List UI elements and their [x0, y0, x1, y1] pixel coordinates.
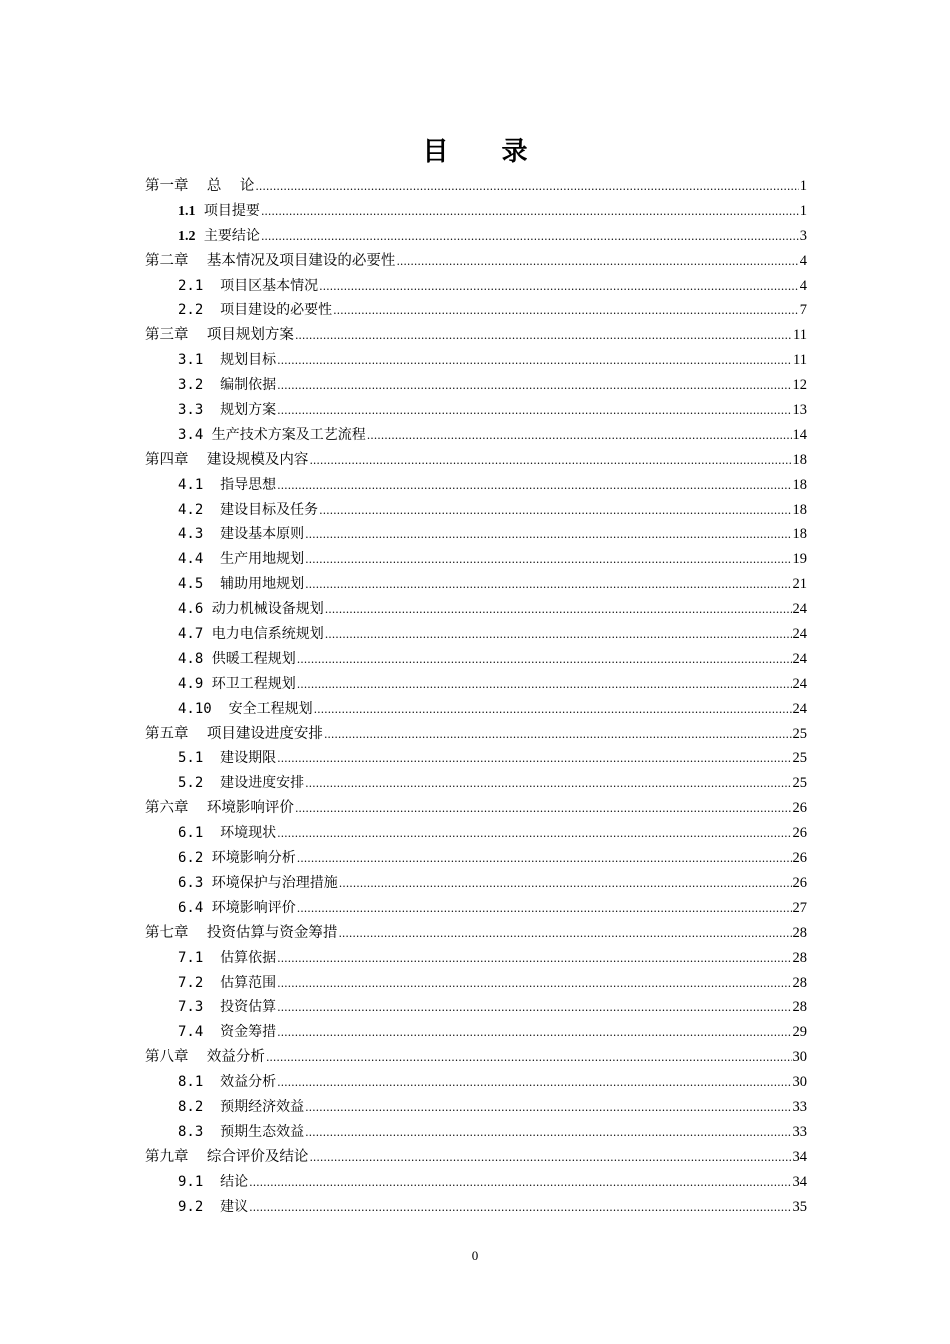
- toc-chapter-entry[interactable]: [145, 796, 807, 821]
- toc-leader-dots: [249, 1196, 791, 1221]
- toc-entry-label: 8.1 效益分析: [178, 1074, 277, 1091]
- toc-entry-label: 6.4 环境影响评价: [178, 899, 296, 916]
- toc-leader-dots: [325, 598, 792, 623]
- toc-section-entry[interactable]: [145, 547, 807, 572]
- toc-chapter-entry[interactable]: [145, 323, 807, 348]
- toc-leader-dots: [277, 822, 791, 847]
- toc-entry-page: 18: [792, 526, 807, 543]
- toc-entry-page: 1: [799, 178, 807, 194]
- toc-leader-dots: [277, 474, 791, 499]
- toc-leader-dots: [325, 623, 792, 648]
- toc-leader-dots: [249, 1171, 791, 1196]
- toc-entry-label: 第五章 项目建设进度安排: [145, 725, 323, 742]
- toc-leader-dots: [309, 1146, 791, 1171]
- toc-section-entry[interactable]: [145, 498, 807, 523]
- toc-leader-dots: [295, 324, 792, 349]
- toc-entry-page: 3: [799, 227, 807, 244]
- toc-leader-dots: [305, 1121, 791, 1146]
- toc-entry-page: 30: [792, 1074, 807, 1091]
- toc-entry-label: 4.7 电力电信系统规划: [178, 626, 324, 643]
- toc-entry-label: 2.2 项目建设的必要性: [178, 302, 333, 319]
- toc-entry-label: 6.1 环境现状: [178, 825, 277, 842]
- toc-entry-label: 4.2 建设目标及任务: [178, 501, 319, 518]
- toc-section-entry[interactable]: [145, 348, 807, 373]
- toc-entry-page: 4: [799, 277, 807, 294]
- toc-entry-page: 33: [792, 1123, 807, 1140]
- toc-entry-label: 第四章 建设规模及内容: [145, 451, 309, 468]
- toc-entry-label: 4.8 供暖工程规划: [178, 650, 296, 667]
- toc-section-entry[interactable]: [145, 971, 807, 996]
- toc-entry-page: 24: [792, 700, 807, 717]
- toc-entry-page: 26: [792, 850, 807, 867]
- toc-chapter-entry[interactable]: [145, 722, 807, 747]
- toc-leader-dots: [309, 449, 791, 474]
- toc-entry-label: 第九章 综合评价及结论: [145, 1148, 309, 1165]
- toc-entry-page: 29: [792, 1024, 807, 1041]
- toc-leader-dots: [297, 897, 792, 922]
- toc-entry-label: 4.3 建设基本原则: [178, 526, 305, 543]
- toc-leader-dots: [297, 847, 792, 872]
- toc-entry-label: 7.4 资金筹措: [178, 1024, 277, 1041]
- toc-leader-dots: [295, 797, 792, 822]
- toc-section-entry[interactable]: [145, 373, 807, 398]
- toc-entry-label: 6.3 环境保护与治理措施: [178, 874, 338, 891]
- toc-section-entry[interactable]: [145, 946, 807, 971]
- toc-leader-dots: [319, 499, 791, 524]
- toc-entry-page: 11: [793, 327, 807, 344]
- toc-leader-dots: [266, 1046, 792, 1071]
- toc-section-entry[interactable]: [145, 224, 807, 249]
- toc-section-entry[interactable]: [145, 1070, 807, 1095]
- toc-entry-page: 14: [792, 426, 807, 443]
- toc-entry-page: 24: [792, 675, 807, 692]
- toc-section-entry[interactable]: [145, 697, 807, 722]
- toc-entry-label: 1.2 主要结论: [178, 227, 260, 244]
- toc-entry-label: 第一章 总 论: [145, 178, 255, 194]
- toc-leader-dots: [277, 947, 791, 972]
- toc-section-entry[interactable]: [145, 572, 807, 597]
- toc-section-entry[interactable]: [145, 298, 807, 323]
- toc-leader-dots: [277, 996, 791, 1021]
- toc-entry-page: 1: [799, 202, 807, 219]
- toc-leader-dots: [261, 200, 799, 225]
- toc-entry-page: 21: [792, 576, 807, 593]
- toc-leader-dots: [297, 673, 792, 698]
- toc-entry-page: 34: [792, 1173, 807, 1190]
- toc-leader-dots: [305, 772, 791, 797]
- toc-leader-dots: [305, 1096, 791, 1121]
- toc-entry-label: 3.4 生产技术方案及工艺流程: [178, 426, 366, 443]
- toc-leader-dots: [277, 349, 792, 374]
- toc-leader-dots: [338, 922, 791, 947]
- toc-section-entry[interactable]: [145, 1020, 807, 1045]
- toc-leader-dots: [277, 374, 791, 399]
- toc-section-entry[interactable]: [145, 1120, 807, 1145]
- toc-entry-label: 第八章 效益分析: [145, 1049, 265, 1066]
- toc-section-entry[interactable]: [145, 274, 807, 299]
- toc-section-entry[interactable]: [145, 1095, 807, 1120]
- toc-entry-label: 第三章 项目规划方案: [145, 327, 294, 344]
- toc-entry-page: 19: [792, 551, 807, 568]
- toc-entry-label: 7.3 投资估算: [178, 999, 277, 1016]
- table-of-contents: [145, 174, 807, 1219]
- toc-entry-label: 第二章 基本情况及项目建设的必要性: [145, 252, 396, 269]
- toc-entry-label: 2.1 项目区基本情况: [178, 277, 319, 294]
- toc-section-entry[interactable]: [145, 622, 807, 647]
- toc-entry-page: 30: [792, 1049, 807, 1066]
- toc-entry-label: 9.2 建议: [178, 1198, 249, 1215]
- toc-section-entry[interactable]: [145, 1170, 807, 1195]
- toc-entry-page: 34: [792, 1148, 807, 1165]
- toc-entry-label: 第七章 投资估算与资金筹措: [145, 924, 338, 941]
- toc-entry-page: 24: [792, 601, 807, 618]
- toc-leader-dots: [255, 175, 798, 200]
- toc-entry-page: 25: [792, 775, 807, 792]
- toc-entry-label: 6.2 环境影响分析: [178, 850, 296, 867]
- toc-chapter-entry[interactable]: [145, 174, 807, 199]
- toc-entry-page: 11: [793, 352, 807, 369]
- toc-chapter-entry[interactable]: [145, 1145, 807, 1170]
- toc-section-entry[interactable]: [145, 1195, 807, 1220]
- toc-leader-dots: [305, 548, 791, 573]
- toc-entry-label: 4.1 指导思想: [178, 476, 277, 493]
- toc-entry-page: 18: [792, 451, 807, 468]
- toc-entry-page: 26: [792, 874, 807, 891]
- toc-leader-dots: [305, 523, 791, 548]
- toc-section-entry[interactable]: [145, 647, 807, 672]
- toc-leader-dots: [367, 424, 792, 449]
- toc-section-entry[interactable]: [145, 398, 807, 423]
- toc-entry-page: 13: [792, 402, 807, 419]
- toc-section-entry[interactable]: [145, 199, 807, 224]
- toc-entry-label: 3.3 规划方案: [178, 402, 277, 419]
- toc-entry-page: 28: [792, 999, 807, 1016]
- toc-leader-dots: [305, 573, 791, 598]
- toc-entry-label: 7.1 估算依据: [178, 949, 277, 966]
- toc-leader-dots: [277, 1021, 791, 1046]
- toc-section-entry[interactable]: [145, 896, 807, 921]
- toc-entry-label: 4.5 辅助用地规划: [178, 576, 305, 593]
- toc-leader-dots: [277, 972, 791, 997]
- toc-leader-dots: [396, 250, 798, 275]
- toc-section-entry[interactable]: [145, 522, 807, 547]
- toc-section-entry[interactable]: [145, 746, 807, 771]
- toc-section-entry[interactable]: [145, 473, 807, 498]
- toc-entry-page: 28: [792, 974, 807, 991]
- toc-leader-dots: [333, 299, 799, 324]
- toc-entry-label: 4.10 安全工程规划: [178, 700, 313, 717]
- toc-entry-label: 5.1 建设期限: [178, 750, 277, 767]
- toc-entry-label: 4.4 生产用地规划: [178, 551, 305, 568]
- toc-entry-page: 25: [792, 725, 807, 742]
- toc-entry-page: 25: [792, 750, 807, 767]
- toc-entry-label: 7.2 估算范围: [178, 974, 277, 991]
- toc-chapter-entry[interactable]: [145, 921, 807, 946]
- toc-entry-page: 26: [792, 800, 807, 817]
- toc-entry-label: 第六章 环境影响评价: [145, 800, 294, 817]
- toc-entry-page: 35: [792, 1198, 807, 1215]
- toc-entry-label: 9.1 结论: [178, 1173, 249, 1190]
- toc-entry-page: 24: [792, 650, 807, 667]
- toc-entry-label: 5.2 建设进度安排: [178, 775, 305, 792]
- toc-section-entry[interactable]: [145, 995, 807, 1020]
- toc-entry-page: 18: [792, 476, 807, 493]
- toc-section-entry[interactable]: [145, 871, 807, 896]
- toc-section-entry[interactable]: [145, 423, 807, 448]
- toc-chapter-entry[interactable]: [145, 249, 807, 274]
- toc-entry-label: 4.6 动力机械设备规划: [178, 601, 324, 618]
- toc-entry-label: 8.2 预期经济效益: [178, 1098, 305, 1115]
- toc-leader-dots: [277, 747, 791, 772]
- toc-leader-dots: [297, 648, 792, 673]
- toc-leader-dots: [261, 225, 799, 250]
- toc-title: 目 录: [422, 137, 550, 167]
- toc-entry-page: 28: [792, 924, 807, 941]
- toc-entry-page: 4: [799, 252, 807, 269]
- toc-entry-page: 12: [792, 377, 807, 394]
- toc-entry-label: 3.2 编制依据: [178, 377, 277, 394]
- toc-entry-page: 28: [792, 949, 807, 966]
- toc-section-entry[interactable]: [145, 846, 807, 871]
- toc-leader-dots: [277, 399, 791, 424]
- toc-section-entry[interactable]: [145, 771, 807, 796]
- toc-entry-label: 8.3 预期生态效益: [178, 1123, 305, 1140]
- toc-entry-page: 24: [792, 626, 807, 643]
- toc-entry-page: 18: [792, 501, 807, 518]
- page-number: 0: [471, 1248, 479, 1263]
- toc-entry-page: 33: [792, 1098, 807, 1115]
- toc-section-entry[interactable]: [145, 597, 807, 622]
- toc-entry-page: 26: [792, 825, 807, 842]
- toc-section-entry[interactable]: [145, 672, 807, 697]
- toc-leader-dots: [314, 698, 792, 723]
- toc-section-entry[interactable]: [145, 821, 807, 846]
- toc-chapter-entry[interactable]: [145, 448, 807, 473]
- toc-leader-dots: [319, 275, 799, 300]
- toc-entry-page: 27: [792, 899, 807, 916]
- toc-leader-dots: [277, 1071, 791, 1096]
- toc-entry-label: 4.9 环卫工程规划: [178, 675, 296, 692]
- toc-entry-page: 7: [799, 302, 807, 319]
- toc-leader-dots: [324, 723, 792, 748]
- toc-entry-label: 1.1 项目提要: [178, 202, 260, 219]
- toc-leader-dots: [339, 872, 792, 897]
- toc-chapter-entry[interactable]: [145, 1045, 807, 1070]
- toc-entry-label: 3.1 规划目标: [178, 352, 277, 369]
